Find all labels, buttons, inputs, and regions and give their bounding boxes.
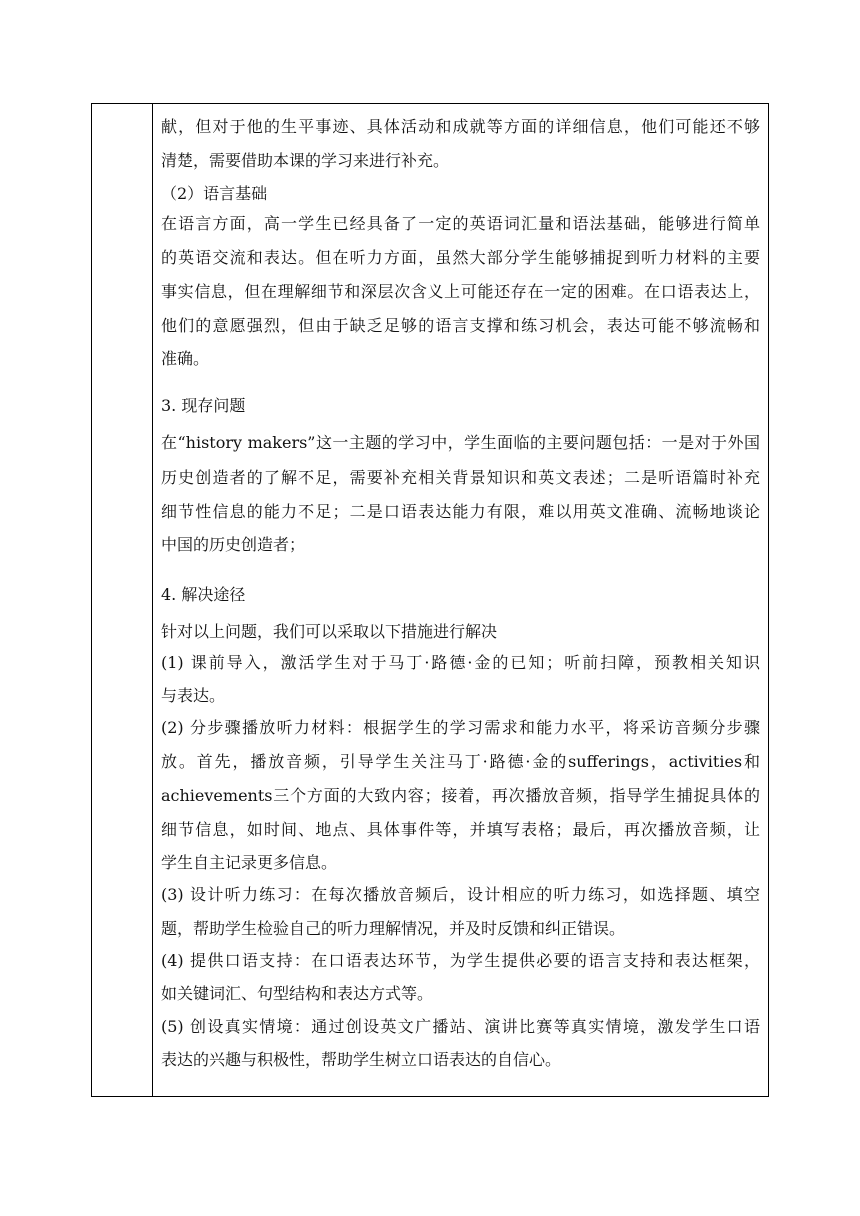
text-line: 献，但对于他的生平事迹、具体活动和成就等方面的详细信息，他们可能还不够 — [161, 117, 760, 136]
table-left-column — [92, 104, 153, 1096]
text-line: 针对以上问题，我们可以采取以下措施进行解决 — [161, 622, 498, 641]
section-heading-existing-problems: 3. 现存问题 — [161, 396, 246, 415]
text-line: 事实信息，但在理解细节和深层次含义上可能还存在一定的困难。在口语表达上， — [161, 282, 760, 301]
text-line: 的英语交流和表达。但在听力方面，虽然大部分学生能够捕捉到听力材料的主要 — [161, 248, 760, 267]
text-line: 与表达。 — [161, 686, 226, 705]
text-line: 他们的意愿强烈，但由于缺乏足够的语言支撑和练习机会，表达可能不够流畅和 — [161, 316, 760, 335]
text-line: (1) 课前导入，激活学生对于马丁·路德·金的已知；听前扫障，预教相关知识 — [161, 653, 760, 672]
section-heading-language-basis: （2）语言基础 — [161, 184, 268, 203]
text-line: (4) 提供口语支持：在口语表达环节，为学生提供必要的语言支持和表达框架， — [161, 951, 760, 970]
text-line: achievements三个方面的大致内容；接着，再次播放音频，指导学生捕捉具体的 — [161, 786, 760, 805]
text-line: 如关键词汇、句型结构和表达方式等。 — [161, 984, 434, 1003]
text-line: (3) 设计听力练习：在每次播放音频后，设计相应的听力练习，如选择题、填空 — [161, 885, 760, 904]
text-line: 中国的历史创造者； — [161, 535, 306, 554]
text-line: 在语言方面，高一学生已经具备了一定的英语词汇量和语法基础，能够进行简单 — [161, 214, 760, 233]
content-table — [91, 103, 769, 1097]
text-line: (5) 创设真实情境：通过创设英文广播站、演讲比赛等真实情境，激发学生口语 — [161, 1017, 760, 1036]
section-heading-solutions: 4. 解决途径 — [161, 585, 246, 604]
text-line: 准确。 — [161, 349, 210, 368]
text-line: 细节性信息的能力不足；二是口语表达能力有限，难以用英文准确、流畅地谈论 — [161, 502, 760, 521]
text-line: (2) 分步骤播放听力材料：根据学生的学习需求和能力水平，将采访音频分步骤 — [161, 718, 760, 737]
text-line: 表达的兴趣与积极性，帮助学生树立口语表达的自信心。 — [161, 1050, 562, 1069]
text-line: 清楚，需要借助本课的学习来进行补充。 — [161, 151, 450, 170]
text-line: 在“history makers”这一主题的学习中，学生面临的主要问题包括：一是对于外国 — [161, 433, 760, 452]
text-line: 历史创造者的了解不足，需要补充相关背景知识和英文表述；二是听语篇时补充 — [161, 468, 760, 487]
text-line: 细节信息，如时间、地点、具体事件等，并填写表格；最后，再次播放音频，让 — [161, 820, 760, 839]
text-line: 题，帮助学生检验自己的听力理解情况，并及时反馈和纠正错误。 — [161, 919, 626, 938]
table-content-cell — [153, 104, 768, 1096]
text-line: 学生自主记录更多信息。 — [161, 853, 338, 872]
text-line: 放。首先，播放音频，引导学生关注马丁·路德·金的sufferings，activities和 — [161, 752, 760, 771]
